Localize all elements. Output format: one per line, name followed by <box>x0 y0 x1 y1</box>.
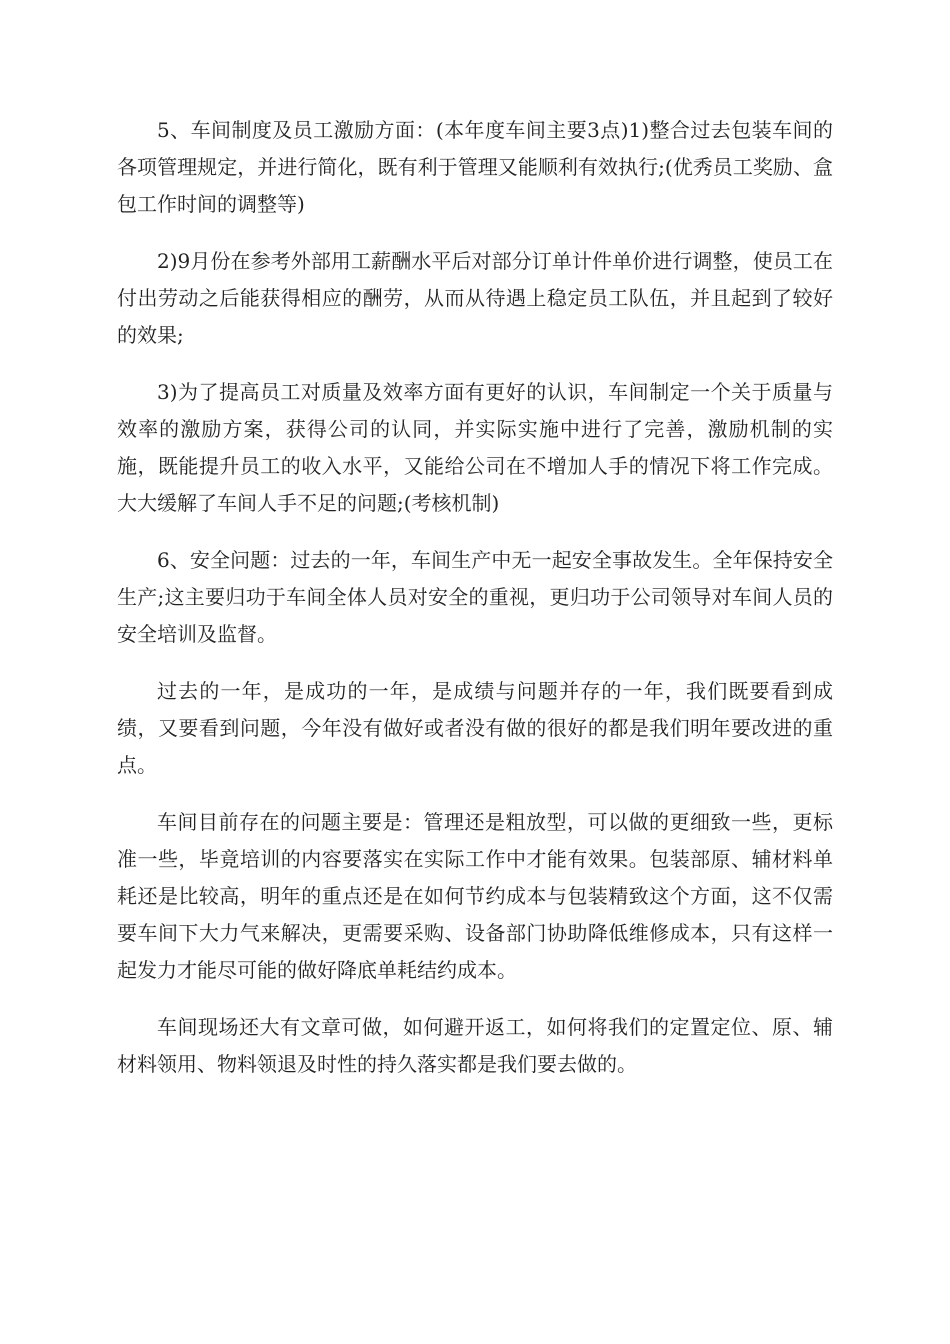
paragraph-current-problems: 车间目前存在的问题主要是：管理还是粗放型，可以做的更细致一些，更标准一些，毕竟培训的内容要落实在实际工作中才能有效果。包装部原、辅材料单耗还是比较高，明年的重点还是在如何节约成本与包装精致这个方面，这不仅需要车间下大力气来解决，更需要采购、设备部门协助降低维修成本，只有这样一起发力才能尽可能的做好降底单耗结约成本。 <box>117 810 833 982</box>
paragraph-site-improvement: 车间现场还大有文章可做，如何避开返工，如何将我们的定置定位、原、辅材料领用、物料领退及时性的持久落实都是我们要去做的。 <box>117 1015 833 1076</box>
paragraph-year-review: 过去的一年，是成功的一年，是成绩与问题并存的一年，我们既要看到成绩，又要看到问题，今年没有做好或者没有做的很好的都是我们明年要改进的重点。 <box>117 679 833 777</box>
paragraph-workshop-system: 5、车间制度及员工激励方面：(本年度车间主要3点)1)整合过去包装车间的各项管理规定，并进行简化，既有利于管理又能顺利有效执行;(优秀员工奖励、盒包工作时间的调整等) <box>117 118 833 216</box>
paragraph-incentive-plan: 3)为了提高员工对质量及效率方面有更好的认识，车间制定一个关于质量与效率的激励方案，获得公司的认同，并实际实施中进行了完善，激励机制的实施，既能提升员工的收入水平，又能给公司在不增加人手的情况下将工作完成。大大缓解了车间人手不足的问题;(考核机制) <box>117 380 833 515</box>
document-body <box>117 112 833 1103</box>
paragraph-safety: 6、安全问题：过去的一年，车间生产中无一起安全事故发生。全年保持安全生产;这主要归功于车间全体人员对安全的重视，更归功于公司领导对车间人员的安全培训及监督。 <box>117 548 833 646</box>
paragraph-piece-rate-adjustment: 2)9月份在参考外部用工薪酬水平后对部分订单计件单价进行调整，使员工在付出劳动之后能获得相应的酬劳，从而从待遇上稳定员工队伍，并且起到了较好的效果; <box>117 249 833 347</box>
